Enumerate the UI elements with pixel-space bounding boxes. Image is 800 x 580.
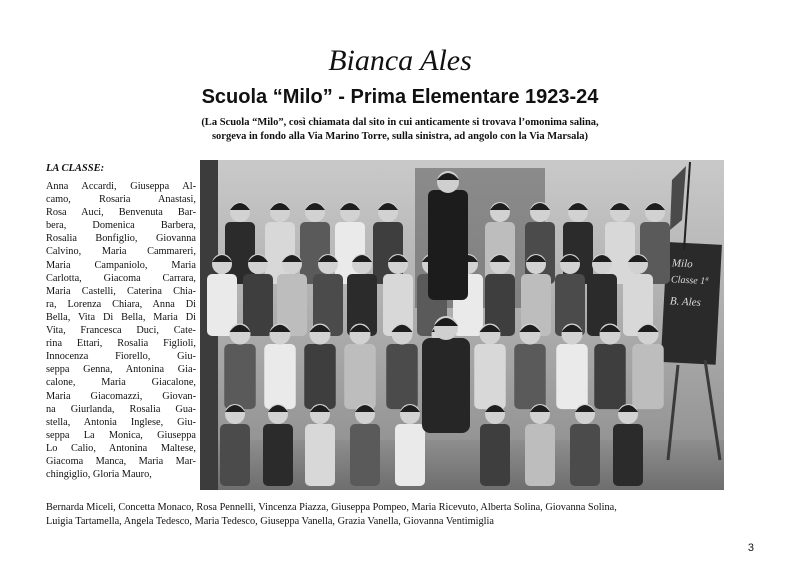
names-line: Maria Castelli, Caterina Chia- — [46, 285, 196, 297]
names-line: Giacoma Manca, Maria Mar- — [46, 455, 196, 467]
class-photo — [200, 160, 724, 490]
names-line: Calvino, Maria Cammareri, — [46, 246, 196, 258]
photo-figure-part — [525, 424, 555, 486]
photo-figure-part — [514, 344, 546, 409]
photo-figure-part — [395, 424, 425, 486]
photo-figure-part — [632, 344, 664, 409]
photo-figure-part — [480, 424, 510, 486]
page-number: 3 — [747, 542, 754, 554]
blackboard-line: B. Ales — [669, 295, 702, 309]
names-line: Rosa Auci, Benvenuta Bar- — [46, 207, 196, 219]
names-line: Bernarda Miceli, Concetta Monaco, Rosa Pennelli, Vincenza Piazza, Giuseppa Pompeo, Maria Ricevuto, Alberta Solina, Giovanna Solina, — [46, 502, 617, 513]
names-line: chingiglio, Gloria Mauro, — [46, 469, 152, 481]
photo-figure-part — [422, 338, 470, 433]
photo-figure-part — [474, 344, 506, 409]
photo-figure-part — [220, 424, 250, 486]
names-line: seppa Genna, Antonina Gia- — [46, 364, 196, 376]
class-heading: LA CLASSE: — [46, 163, 105, 174]
photo-figure-part — [570, 424, 600, 486]
class-photo-graphic — [200, 160, 724, 490]
class-names-column — [46, 180, 196, 481]
names-line: stella, Antonia Inglese, Giu- — [46, 416, 196, 428]
names-line: seppa La Monica, Giuseppa — [46, 429, 196, 441]
subtitle-line: (La Scuola “Milo”, così chiamata dal sito in cui anticamente si trovava l’omonima salina, — [201, 117, 599, 128]
names-line: Lo Calio, Antonina Maltese, — [46, 442, 196, 454]
photo-figure-part — [350, 424, 380, 486]
names-line: Innocenza Fiorello, Giu- — [46, 351, 196, 363]
names-line: calone, Maria Giacalone, — [46, 377, 196, 389]
photo-figure-part — [594, 344, 626, 409]
names-line: Carlotta, Giacoma Carrara, — [46, 272, 196, 284]
photo-figure-part — [263, 424, 293, 486]
names-line: camo, Rosaria Anastasi, — [46, 194, 196, 206]
names-line: ra, Lorenza Chiara, Anna Di — [46, 298, 196, 310]
class-names-continued — [46, 501, 736, 528]
names-line: Maria Giacomazzi, Giovan- — [46, 390, 196, 402]
names-line: Maria Campaniolo, Maria — [46, 259, 196, 271]
photo-figure-part — [304, 344, 336, 409]
photo-figure-part — [344, 344, 376, 409]
photo-figure-part — [264, 344, 296, 409]
names-line: bera, Domenica Barbera, — [46, 220, 196, 232]
photo-figure-part — [386, 344, 418, 409]
photo-figure-part — [224, 344, 256, 409]
blackboard-line: Classe 1ª — [670, 274, 709, 288]
names-line: na Giurlanda, Rosalia Gua- — [46, 403, 196, 415]
photo-figure-part — [556, 344, 588, 409]
photo-figure-part — [428, 190, 468, 300]
names-line: rina Ettari, Rosalia Figlioli, — [46, 338, 196, 350]
document-title: Scuola “Milo” - Prima Elementare 1923-24 — [201, 86, 599, 108]
names-line: Luigia Tartamella, Angela Tedesco, Maria Tedesco, Giuseppa Vanella, Grazia Vanella, Giovanna Ventimiglia — [46, 515, 494, 527]
names-line: Vita, Francesca Duci, Cate- — [46, 325, 196, 337]
photo-figure-part — [305, 424, 335, 486]
subtitle-line: sorgeva in fondo alla Via Marino Torre, sulla sinistra, ad angolo con la Via Marsala) — [211, 131, 589, 142]
names-line: Rosalia Bonfiglio, Giovanna — [46, 233, 196, 245]
names-line: Bella, Vita Di Bella, Maria Di — [46, 311, 196, 323]
photo-figure-part — [613, 424, 643, 486]
names-line: Anna Accardi, Giuseppa Al- — [46, 181, 196, 192]
blackboard-line: Milo — [671, 257, 693, 271]
document-author: Bianca Ales — [328, 44, 472, 77]
document-subtitle — [80, 116, 720, 144]
